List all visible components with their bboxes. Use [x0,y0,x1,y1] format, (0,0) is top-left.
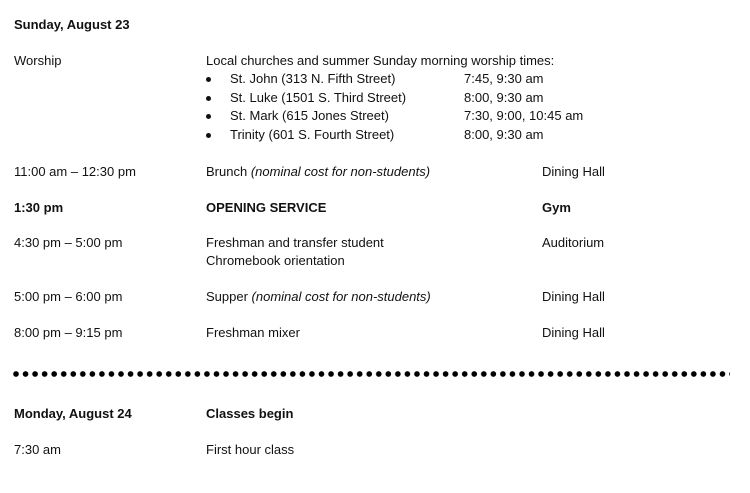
event-location: Auditorium [542,235,605,250]
event-note: (nominal cost for non-students) [250,164,431,179]
event-note: (nominal cost for non-students) [251,289,431,304]
event-title: OPENING SERVICE [206,200,327,215]
church-name: Trinity (601 S. Fourth Street) [230,127,395,142]
bullet-icon [206,114,211,119]
event-time: 1:30 pm [14,200,64,215]
event-location: Dining Hall [542,289,605,304]
event-title-text: Supper [206,289,248,304]
event-title-line2: Chromebook orientation [206,253,345,268]
church-times: 7:30, 9:00, 10:45 am [464,108,584,123]
event-time: 11:00 am – 12:30 pm [14,164,136,179]
church-times: 8:00, 9:30 am [464,90,544,105]
church-name: St. Mark (615 Jones Street) [230,108,389,123]
event-title: First hour class [206,442,295,457]
event-time: 5:00 pm – 6:00 pm [14,289,123,304]
bullet-icon [206,77,211,82]
bullet-icon [206,133,211,138]
event-title: Freshman mixer [206,325,300,340]
event-location: Gym [542,200,571,215]
event-time: 7:30 am [14,442,61,457]
worship-intro: Local churches and summer Sunday morning worship times: [206,53,555,68]
sunday-heading: Sunday, August 23 [14,17,130,32]
event-time: 8:00 pm – 9:15 pm [14,325,123,340]
church-name: St. Luke (1501 S. Third Street) [230,90,407,105]
church-times: 7:45, 9:30 am [464,71,544,86]
event-title-line1: Freshman and transfer student [206,235,384,250]
event-title [206,163,430,181]
church-times: 8:00, 9:30 am [464,127,544,142]
church-name: St. John (313 N. Fifth Street) [230,71,396,86]
monday-heading: Monday, August 24 [14,406,132,421]
event-location: Dining Hall [542,325,605,340]
event-title-text: Brunch [206,164,248,179]
event-location: Dining Hall [542,164,605,179]
dotted-divider [12,369,730,379]
event-time: 4:30 pm – 5:00 pm [14,235,123,250]
monday-subheading: Classes begin [206,406,294,421]
worship-label: Worship [14,53,62,68]
bullet-icon [206,96,211,101]
event-title [206,288,431,306]
